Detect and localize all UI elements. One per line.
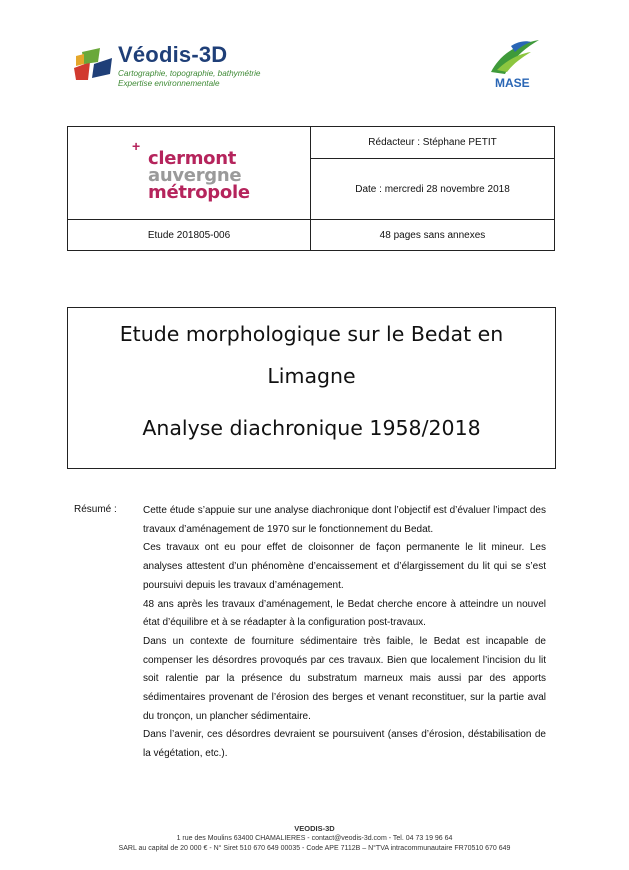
footer-address: 1 rue des Moulins 63400 CHAMALIERES - contact@veodis-3d.com - Tel. 04 73 19 96 64: [176, 835, 453, 842]
summary-text: [143, 502, 546, 764]
veodis-tagline-2: Expertise environnementale: [118, 79, 220, 88]
redacteur-cell: Rédacteur : Stéphane PETIT: [311, 127, 555, 159]
summary-paragraph: Ces travaux ont eu pour effet de cloisonner de façon permanente le lit mineur. Les analyses attestent d’un phénomène d’encaissement et d’élargissement du lit qui se s’est poursuivi depuis les travaux d’aménagement.: [143, 542, 546, 591]
client-logo-line3: métropole: [148, 182, 250, 203]
mase-leaf-icon: [485, 36, 545, 78]
summary-label: Résumé :: [74, 504, 117, 515]
veodis-logo: [72, 42, 262, 92]
title-box: [67, 307, 556, 469]
veodis-name: Véodis-3D: [118, 42, 228, 67]
summary-paragraph: 48 ans après les travaux d’aménagement, le Bedat cherche encore à atteindre un nouvel état d’équilibre et à se réadapter à la configuration post-travaux.: [143, 598, 546, 629]
etude-cell: Etude 201805-006: [68, 220, 311, 251]
summary-paragraph: Dans un contexte de fourniture sédimentaire très faible, le Bedat est incapable de compenser les désordres provoqués par ces travaux. Bien que localement l’incision du lit soit ralentie par la présence du substratum marneux mais aussi par des apports sédimentaires provenant de l’érosion des berges et venant reconstituer, sur la partie aval du tronçon, un plancher sédimentaire.: [143, 635, 546, 722]
pages-cell: 48 pages sans annexes: [311, 220, 555, 251]
client-logo-cell: [68, 127, 311, 220]
mase-text: MASE: [495, 76, 530, 90]
veodis-tagline-1: Cartographie, topographie, bathymétrie: [118, 69, 261, 78]
mase-logo: [483, 36, 549, 94]
client-logo-line2: auvergne: [148, 165, 242, 186]
footer-legal: SARL au capital de 20 000 € - N° Siret 510 670 649 00035 - Code APE 7112B – N°TVA intracommunautaire FR70510 670 649: [118, 845, 511, 852]
title-line1: Etude morphologique sur le Bedat en: [119, 322, 504, 346]
plus-icon: +: [132, 138, 141, 154]
date-cell: Date : mercredi 28 novembre 2018: [311, 159, 555, 220]
client-logo-line1: clermont: [148, 148, 237, 169]
title-line2: Limagne: [267, 364, 356, 388]
veodis-mark-icon: [72, 46, 114, 82]
footer-company: VEODIS-3D: [294, 824, 335, 833]
summary-paragraph: Dans l’avenir, ces désordres devraient se poursuivent (anses d’érosion, déstabilisation de la végétation, etc.).: [143, 729, 546, 760]
summary-paragraph: Cette étude s’appuie sur une analyse diachronique dont l’objectif est d’évaluer l’impact des travaux d’aménagement de 1970 sur le fonctionnement du Bedat.: [143, 505, 546, 535]
subtitle: Analyse diachronique 1958/2018: [142, 416, 481, 440]
info-table: [67, 126, 555, 251]
clermont-auvergne-metropole-logo: [68, 128, 308, 218]
